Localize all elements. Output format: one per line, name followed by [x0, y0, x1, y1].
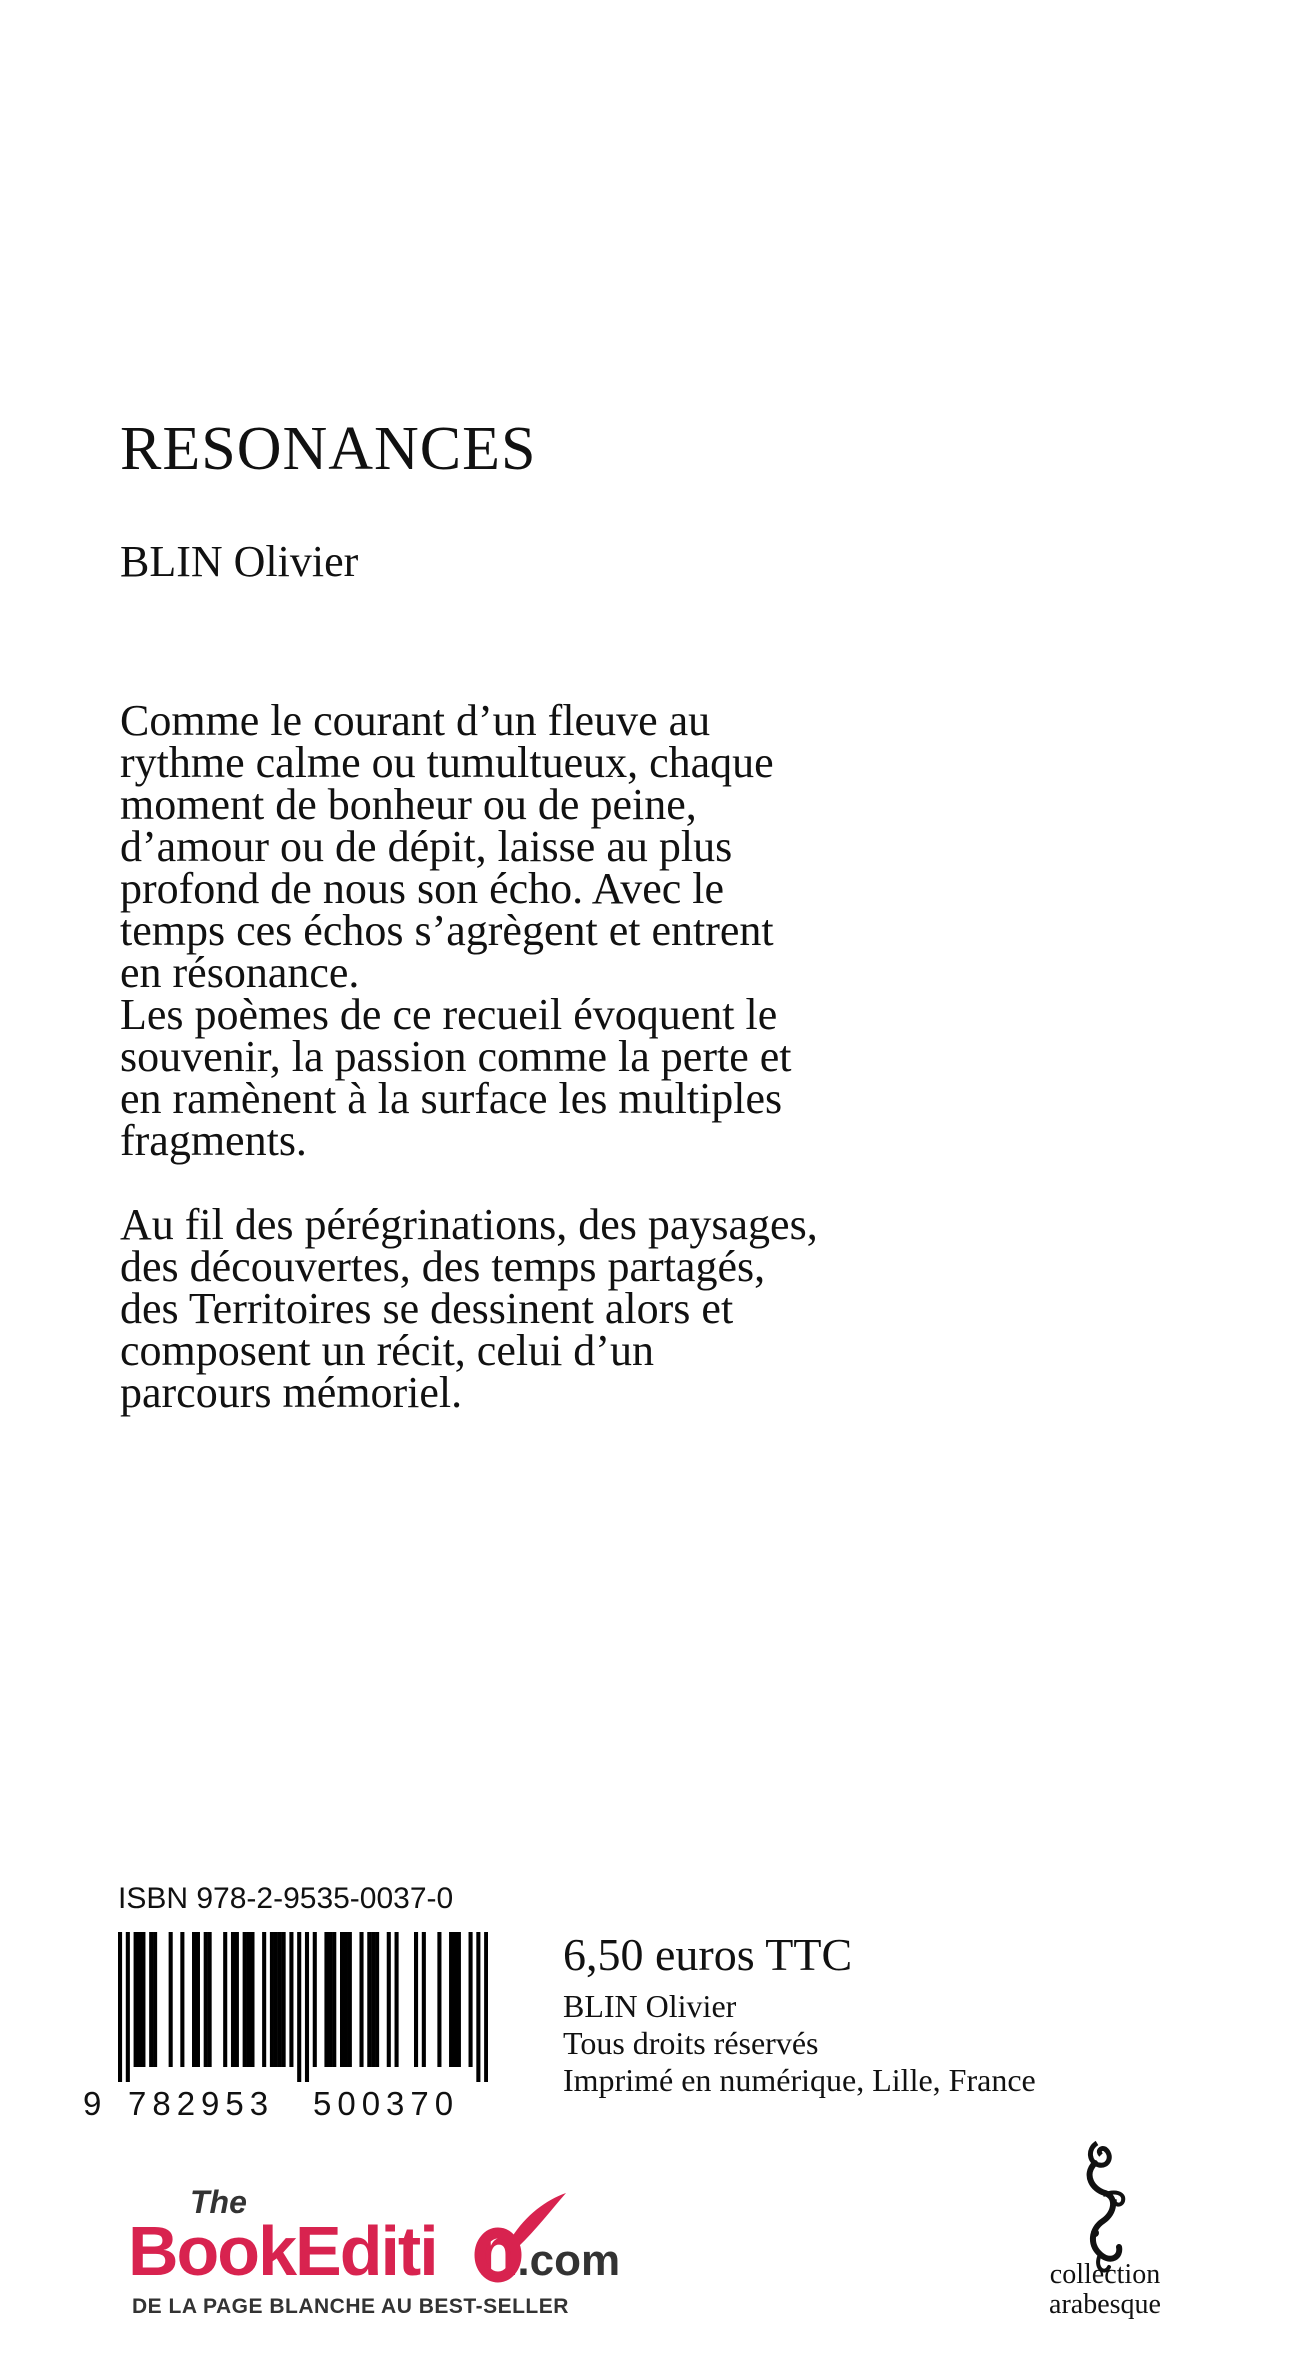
logo-prefix: The — [190, 2185, 247, 2220]
barcode-bar — [414, 1932, 418, 2067]
paragraph-gap — [120, 1162, 1000, 1204]
logo-domain: .com — [517, 2236, 621, 2285]
barcode-bar — [332, 1932, 336, 2067]
barcode-bar — [278, 1932, 282, 2067]
barcode-bar — [387, 1932, 391, 2067]
blurb-line: des Territoires se dessinent alors et — [120, 1284, 734, 1333]
barcode-bar — [169, 1932, 173, 2067]
barcode-bar — [231, 1932, 235, 2067]
barcode-bar — [437, 1932, 441, 2067]
barcode-bar — [180, 1932, 184, 2067]
barcode-bar — [196, 1932, 200, 2067]
blurb-line: temps ces échos s’agrègent et entrent — [120, 906, 774, 955]
barcode-bar — [149, 1932, 153, 2067]
barcode-bar — [371, 1932, 375, 2067]
barcode-bar — [328, 1932, 332, 2067]
barcode-bar — [250, 1932, 254, 2067]
logo-tagline: DE LA PAGE BLANCHE AU BEST-SELLER — [132, 2295, 569, 2318]
barcode-bar — [340, 1932, 344, 2067]
blurb-line: Les poèmes de ce recueil évoquent le — [120, 990, 778, 1039]
barcode-bar — [192, 1932, 196, 2067]
barcode-bar — [153, 1932, 157, 2067]
barcode-bar — [208, 1932, 212, 2067]
barcode-left-digits: 782953 — [128, 2085, 275, 2122]
barcode-bar — [469, 1932, 473, 2067]
barcode-guard-bar — [484, 1932, 488, 2082]
barcode-bar — [243, 1932, 247, 2067]
blurb-line: parcours mémoriel. — [120, 1368, 463, 1417]
isbn-label: ISBN 978-2-9535-0037-0 — [118, 1882, 454, 1915]
barcode-bar — [134, 1932, 138, 2067]
barcode-bar — [137, 1932, 141, 2067]
blurb-line: Au fil des pérégrinations, des paysages, — [120, 1200, 818, 1249]
barcode-guard-bar — [297, 1932, 301, 2082]
blurb-line: souvenir, la passion comme la perte et — [120, 1032, 792, 1081]
barcode-bar — [282, 1932, 286, 2067]
barcode-bar — [247, 1932, 251, 2067]
barcode-guard-bar — [118, 1932, 122, 2082]
barcode-bar — [453, 1932, 457, 2067]
barcode-bar — [344, 1932, 348, 2067]
price: 6,50 euros TTC — [563, 1929, 853, 1980]
barcode-bar — [223, 1932, 227, 2067]
barcode-bar — [367, 1932, 371, 2067]
barcode-right-digits: 500370 — [313, 2085, 460, 2122]
back-cover-blurb — [120, 696, 1000, 1417]
barcode-bar — [348, 1932, 352, 2067]
collection-line1: collection — [1049, 2259, 1161, 2290]
barcode-bar — [313, 1932, 317, 2067]
barcode-bar — [324, 1932, 328, 2067]
barcode-guard-bar — [126, 1932, 130, 2082]
thebookedition-logo — [126, 2185, 726, 2320]
blurb-line: profond de nous son écho. Avec le — [120, 864, 725, 913]
barcode-bar — [359, 1932, 363, 2067]
imprint-block — [563, 1929, 1036, 2099]
blurb-line: en ramènent à la surface les multiples — [120, 1074, 783, 1123]
logo-name-part2: n — [476, 2212, 518, 2290]
barcode-bar — [204, 1932, 208, 2067]
blurb-line: des découvertes, des temps partagés, — [120, 1242, 766, 1291]
blurb-line: rythme calme ou tumultueux, chaque — [120, 738, 774, 787]
barcode-bar — [375, 1932, 379, 2067]
logo-name — [128, 2212, 620, 2290]
imprint-author: BLIN Olivier — [563, 1988, 737, 2024]
blurb-line: fragments. — [120, 1116, 307, 1165]
blurb-line: composent un récit, celui d’un — [120, 1326, 654, 1375]
collection-label — [1020, 2260, 1190, 2320]
blurb-line: moment de bonheur ou de peine, — [120, 780, 697, 829]
book-title: RESONANCES — [120, 415, 537, 483]
book-author: BLIN Olivier — [120, 537, 359, 586]
barcode-bar — [289, 1932, 293, 2067]
barcode-bar — [457, 1932, 461, 2067]
barcode-bar — [422, 1932, 426, 2067]
barcode-bar — [274, 1932, 278, 2067]
imprint-printing: Imprimé en numérique, Lille, France — [563, 2062, 1036, 2098]
blurb-line: en résonance. — [120, 948, 360, 997]
collection-line2: arabesque — [1049, 2289, 1161, 2320]
barcode-guard-bar — [305, 1932, 309, 2082]
barcode-bar — [235, 1932, 239, 2067]
blurb-line: d’amour ou de dépit, laisse au plus — [120, 822, 733, 871]
imprint-rights: Tous droits réservés — [563, 2025, 819, 2061]
barcode-bar — [141, 1932, 145, 2067]
barcode-bar — [449, 1932, 453, 2067]
barcode-bar — [270, 1932, 274, 2067]
barcode-first-digit: 9 — [83, 2085, 102, 2122]
isbn-barcode — [118, 1932, 488, 2082]
barcode-bar — [395, 1932, 399, 2067]
blurb-line: Comme le courant d’un fleuve au — [120, 696, 711, 745]
barcode-bar — [262, 1932, 266, 2067]
logo-name-part1: BookEditi — [128, 2212, 437, 2290]
barcode-guard-bar — [476, 1932, 480, 2082]
